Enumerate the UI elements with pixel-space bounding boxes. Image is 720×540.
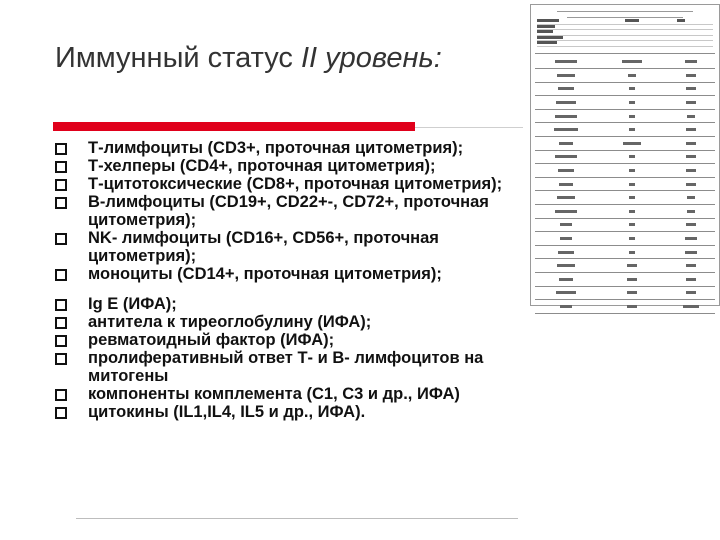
list-item-text: моноциты (CD14+, проточная цитометрия); bbox=[88, 265, 442, 283]
checkbox-square-icon bbox=[55, 197, 67, 209]
report-table-cell bbox=[535, 222, 597, 227]
report-table-row bbox=[535, 164, 715, 178]
report-table-cell bbox=[535, 114, 597, 119]
report-table-cell bbox=[597, 86, 667, 91]
list-item-text: цитокины (IL1,IL4, IL5 и др., ИФА). bbox=[88, 403, 366, 421]
report-table-cell bbox=[597, 236, 667, 241]
report-table-cell bbox=[535, 182, 597, 187]
report-table-cell bbox=[667, 277, 715, 282]
title-level: II уровень: bbox=[300, 42, 442, 74]
report-table-cell bbox=[597, 114, 667, 119]
checkbox-square-icon bbox=[55, 269, 67, 281]
list-item bbox=[52, 331, 532, 349]
list-item bbox=[52, 175, 532, 193]
report-table-cell bbox=[535, 290, 597, 295]
report-table-cell bbox=[667, 263, 715, 268]
lab-report-thumbnail bbox=[530, 4, 720, 306]
report-table-cell bbox=[667, 154, 715, 159]
checkbox-square-icon bbox=[55, 143, 67, 155]
report-table-row bbox=[535, 151, 715, 165]
report-table-cell bbox=[667, 59, 715, 64]
report-table-cell bbox=[597, 209, 667, 214]
report-table-cell bbox=[667, 290, 715, 295]
checkbox-square-icon bbox=[55, 161, 67, 173]
report-table-cell bbox=[535, 277, 597, 282]
report-table-cell bbox=[535, 141, 597, 146]
report-table-cell bbox=[667, 114, 715, 119]
report-table-cell bbox=[667, 73, 715, 78]
report-table-cell bbox=[667, 141, 715, 146]
report-table-row bbox=[535, 110, 715, 124]
report-table-cell bbox=[667, 222, 715, 227]
report-table-row bbox=[535, 246, 715, 260]
list-item bbox=[52, 139, 532, 157]
list-item-text: В-лимфоциты (CD19+, CD22+-, CD72+, проточная цитометрия); bbox=[88, 193, 489, 229]
list-item-text: антитела к тиреоглобулину (ИФА); bbox=[88, 313, 372, 331]
slide-title bbox=[55, 42, 525, 75]
report-table-cell bbox=[597, 141, 667, 146]
report-patient-fields bbox=[537, 19, 713, 47]
report-table-cell bbox=[667, 250, 715, 255]
tests-list bbox=[52, 139, 532, 421]
report-table-cell bbox=[535, 168, 597, 173]
list-item-text: пролиферативный ответ Т- и В- лимфоцитов на митогены bbox=[88, 349, 484, 385]
checkbox-square-icon bbox=[55, 299, 67, 311]
report-header-lines bbox=[537, 8, 713, 18]
title-divider bbox=[415, 127, 523, 128]
list-item-text: ревматоидный фактор (ИФА); bbox=[88, 331, 335, 349]
report-table-cell bbox=[597, 154, 667, 159]
report-table-cell bbox=[597, 59, 667, 64]
report-table-row bbox=[535, 259, 715, 273]
report-table-cell bbox=[597, 290, 667, 295]
list-item bbox=[52, 265, 532, 283]
checkbox-square-icon bbox=[55, 179, 67, 191]
list-item-text: Ig E (ИФА); bbox=[88, 295, 177, 313]
report-table-cell bbox=[597, 222, 667, 227]
report-table-cell bbox=[597, 127, 667, 132]
report-table-cell bbox=[535, 250, 597, 255]
report-table-row bbox=[535, 219, 715, 233]
list-item bbox=[52, 313, 532, 331]
report-table-cell bbox=[535, 304, 597, 309]
list-item-text: компоненты комплемента (C1, C3 и др., ИФА) bbox=[88, 385, 460, 403]
list-item-text: Т-цитотоксические (CD8+, проточная цитометрия); bbox=[88, 175, 503, 193]
report-table-cell bbox=[667, 195, 715, 200]
report-table-row bbox=[535, 191, 715, 205]
report-table-cell bbox=[667, 86, 715, 91]
report-table-cell bbox=[597, 168, 667, 173]
report-results-table bbox=[535, 53, 715, 314]
checkbox-square-icon bbox=[55, 335, 67, 347]
report-table-cell bbox=[535, 100, 597, 105]
report-table-cell bbox=[597, 304, 667, 309]
report-table-cell bbox=[667, 168, 715, 173]
report-table-cell bbox=[535, 209, 597, 214]
report-table-cell bbox=[535, 154, 597, 159]
report-table-row bbox=[535, 300, 715, 314]
report-table-cell bbox=[535, 236, 597, 241]
report-table-row bbox=[535, 123, 715, 137]
report-table-cell bbox=[535, 59, 597, 64]
report-table-row bbox=[535, 178, 715, 192]
accent-bar bbox=[53, 122, 415, 131]
report-table-cell bbox=[597, 250, 667, 255]
list-spacer bbox=[52, 283, 532, 295]
report-table-row bbox=[535, 69, 715, 83]
list-item bbox=[52, 403, 532, 421]
list-item-text: Т-лимфоциты (CD3+, проточная цитометрия); bbox=[88, 139, 464, 157]
report-table-cell bbox=[667, 127, 715, 132]
report-table-cell bbox=[667, 182, 715, 187]
checkbox-square-icon bbox=[55, 233, 67, 245]
report-table-cell bbox=[667, 236, 715, 241]
report-table-row bbox=[535, 96, 715, 110]
checkbox-square-icon bbox=[55, 317, 67, 329]
report-table-cell bbox=[667, 304, 715, 309]
report-table-cell bbox=[597, 100, 667, 105]
list-item-text: NK- лимфоциты (CD16+, CD56+, проточная цитометрия); bbox=[88, 229, 439, 265]
report-table-row bbox=[535, 137, 715, 151]
report-table-row bbox=[535, 205, 715, 219]
report-table-cell bbox=[535, 195, 597, 200]
checkbox-square-icon bbox=[55, 407, 67, 419]
report-table-cell bbox=[597, 195, 667, 200]
checkbox-square-icon bbox=[55, 353, 67, 365]
report-table-cell bbox=[667, 100, 715, 105]
report-table-cell bbox=[535, 86, 597, 91]
footer-divider bbox=[76, 518, 518, 519]
report-table-row bbox=[535, 232, 715, 246]
report-table-cell bbox=[667, 209, 715, 214]
list-item bbox=[52, 349, 532, 385]
title-main: Иммунный статус bbox=[55, 42, 293, 74]
list-item bbox=[52, 193, 532, 229]
report-table-cell bbox=[597, 73, 667, 78]
list-item bbox=[52, 295, 532, 313]
list-item-text: Т-хелперы (CD4+, проточная цитометрия); bbox=[88, 157, 436, 175]
report-table-cell bbox=[535, 263, 597, 268]
report-table-row bbox=[535, 83, 715, 97]
report-table-cell bbox=[597, 263, 667, 268]
report-table-cell bbox=[597, 182, 667, 187]
list-item bbox=[52, 229, 532, 265]
list-item bbox=[52, 157, 532, 175]
list-item bbox=[52, 385, 532, 403]
checkbox-square-icon bbox=[55, 389, 67, 401]
report-table-row bbox=[535, 273, 715, 287]
report-table-row bbox=[535, 53, 715, 69]
report-table-row bbox=[535, 287, 715, 301]
report-table-cell bbox=[597, 277, 667, 282]
report-table-cell bbox=[535, 127, 597, 132]
report-table-cell bbox=[535, 73, 597, 78]
